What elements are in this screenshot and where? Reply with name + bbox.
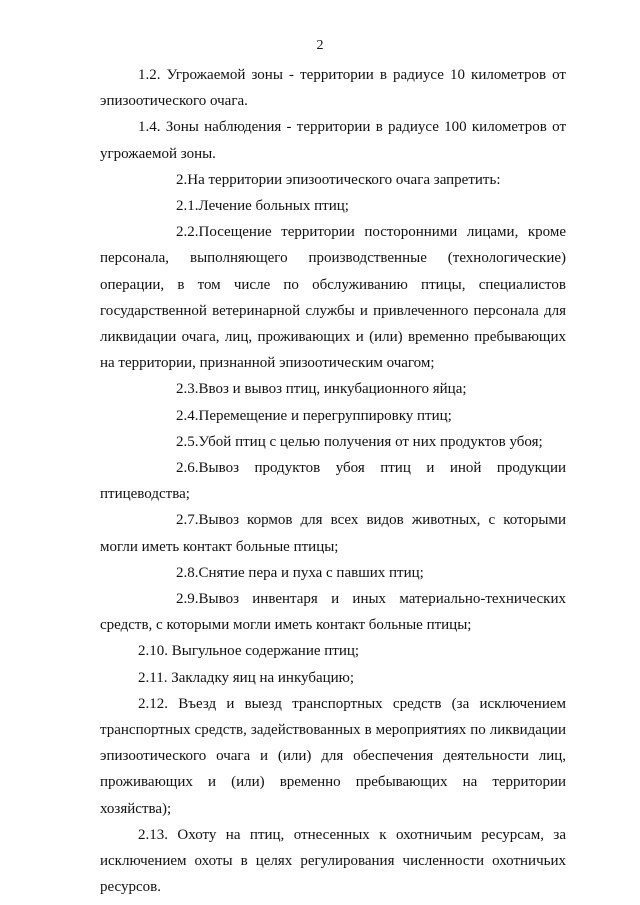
paragraph-2-5 [100,429,566,455]
paragraph-text: Въезд и выезд транспортных средств (за исключением транспортных средств, задействованных в мероприятиях по ликвидации эпизоотического очага и (или) для обеспечения деятельности лиц, проживающих и (или) временно пребывающих на территории хозяйства); [100,695,566,817]
page-number: 2 [316,38,324,53]
paragraph-2-7 [100,507,566,559]
paragraph-number: 2.13. [138,826,168,843]
paragraph-number: 2. [176,171,188,188]
paragraph-number: 1.2. [138,67,161,83]
paragraph-number: 2.9. [176,591,199,608]
paragraph-text: Убой птиц с целью получения от них продуктов убоя; [198,433,543,450]
paragraph-text: Вывоз инвентаря и иных материально-технических средств, с которыми могли иметь контакт больные птицы; [100,591,566,634]
paragraph-2-1 [100,193,566,219]
paragraph-text: На территории эпизоотического очага запретить: [187,171,501,188]
paragraph-2-12 [100,691,566,822]
paragraph-2-11 [100,665,566,691]
paragraph-1-2 [100,62,566,114]
paragraph-number: 2.6. [176,460,199,477]
paragraph-2-9 [100,586,566,638]
paragraph-2 [100,167,566,193]
document-body [100,62,566,901]
paragraph-number: 2.5. [176,433,199,450]
paragraph-2-10 [100,638,566,664]
paragraph-text: Зоны наблюдения - территории в радиусе 100 километров от угрожаемой зоны. [100,119,566,162]
paragraph-text: Выгульное содержание птиц; [168,643,360,660]
paragraph-text: Ввоз и вывоз птиц, инкубационного яйца; [198,381,467,398]
paragraph-number: 2.10. [138,643,168,660]
paragraph-number: 2.8. [176,564,199,581]
paragraph-number: 2.12. [138,695,168,712]
paragraph-text: Лечение больных птиц; [198,198,349,215]
paragraph-text: Вывоз продуктов убоя птиц и иной продукции птицеводства; [100,460,566,503]
paragraph-2-4 [100,403,566,429]
paragraph-text: Перемещение и перегруппировку птиц; [198,407,452,424]
paragraph-text: Угрожаемой зоны - территории в радиусе 10 километров от эпизоотического очага. [100,67,566,110]
paragraph-2-2 [100,219,566,376]
paragraph-number: 2.7. [176,512,199,529]
paragraph-number: 2.2. [176,224,199,241]
paragraph-2-3 [100,376,566,402]
paragraph-number: 2.4. [176,407,199,424]
paragraph-text: Вывоз кормов для всех видов животных, с которыми могли иметь контакт больные птицы; [100,512,566,555]
paragraph-number: 1.4. [138,119,161,136]
paragraph-text: Посещение территории посторонними лицами, кроме персонала, выполняющего производственные (технологические) операции, в том числе по обслуживанию птицы, специалистов государственной ветеринарной службы и привлеченного персонала для ликвидации очага, лиц, проживающих и (или) временно пребывающих на территории, признанной эпизоотическим очагом; [100,224,566,372]
paragraph-1-4 [100,114,566,166]
paragraph-text: Закладку яиц на инкубацию; [167,669,355,686]
paragraph-number: 2.1. [176,198,199,215]
paragraph-text: Охоту на птиц, отнесенных к охотничьим ресурсам, за исключением охоты в целях регулирования численности охотничьих ресурсов. [100,826,566,896]
paragraph-2-8 [100,560,566,586]
paragraph-number: 2.11. [138,669,168,686]
paragraph-2-13 [100,822,566,901]
paragraph-text: Снятие пера и пуха с павших птиц; [198,564,424,581]
paragraph-2-6 [100,455,566,507]
paragraph-number: 2.3. [176,381,199,398]
